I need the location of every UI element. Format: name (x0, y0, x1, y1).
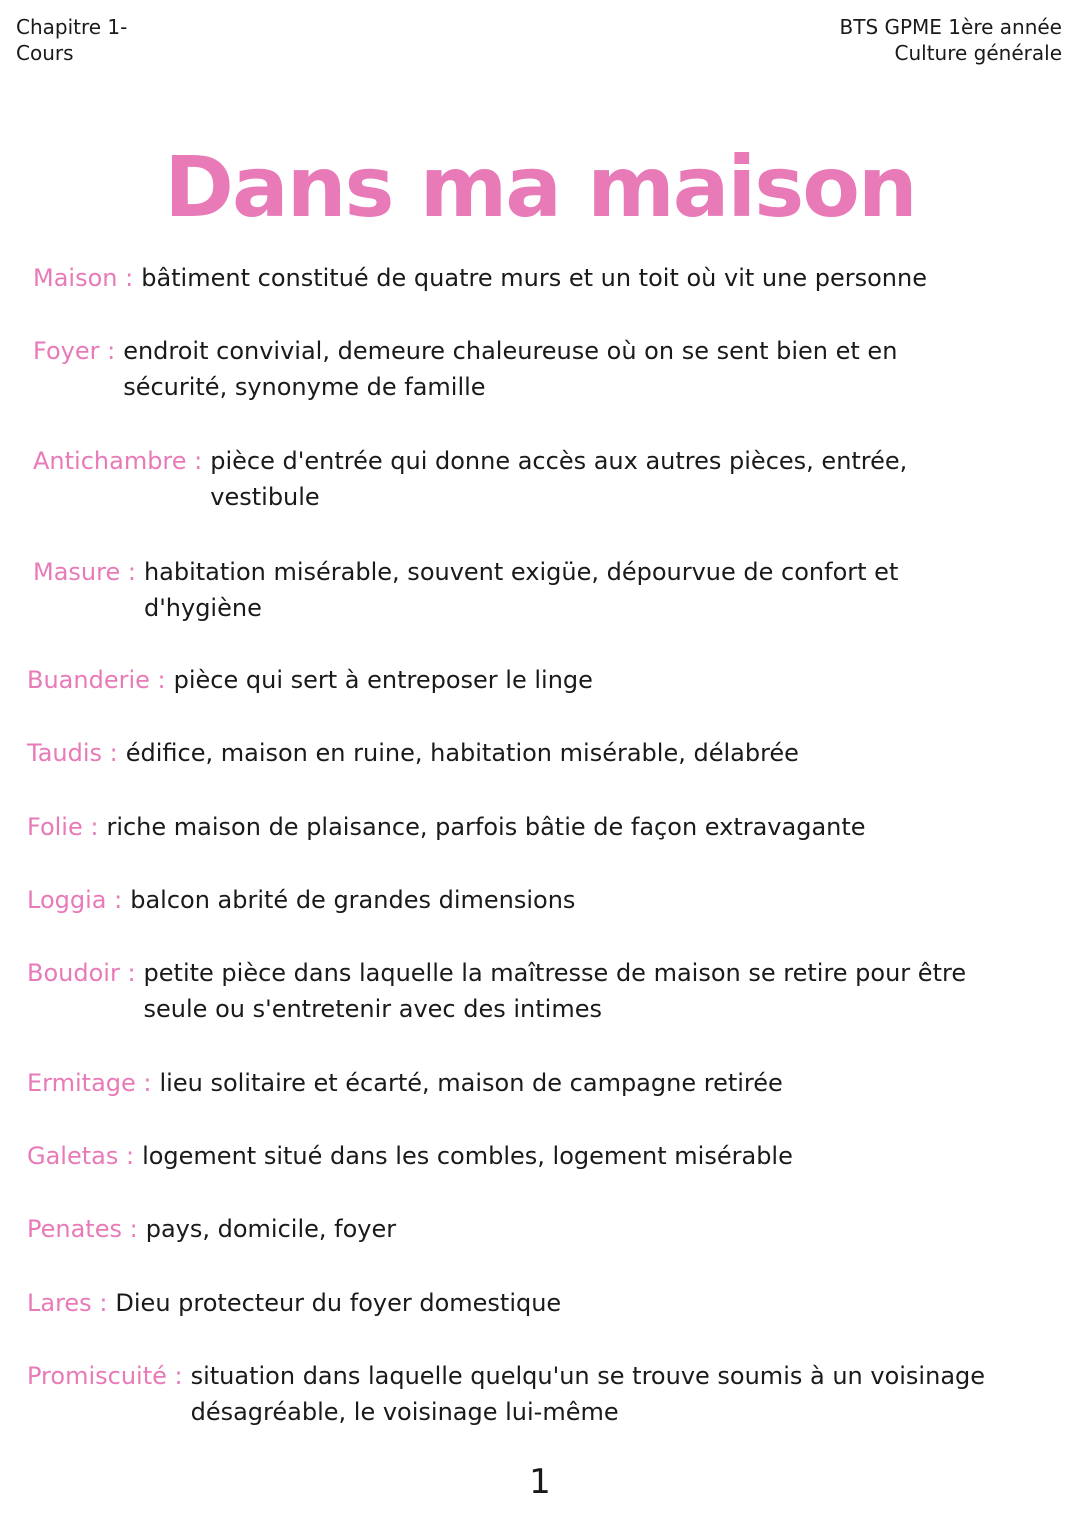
entry-term: Maison : (33, 264, 134, 292)
entry-term: Loggia : (27, 886, 123, 914)
entry-definition: balcon abrité de grandes dimensions (130, 886, 576, 914)
entry-buanderie (27, 662, 1037, 698)
entry-term: Taudis : (27, 739, 118, 767)
entry-term: Boudoir : (27, 959, 136, 987)
entry-penates (27, 1211, 1037, 1247)
entry-boudoir (27, 955, 1037, 1027)
entry-definition: pays, domicile, foyer (145, 1215, 397, 1243)
entry-definition: endroit convivial, demeure chaleureuse où on se sent bien et en sécurité, synonyme de famille (123, 337, 898, 401)
entry-definition: Dieu protecteur du foyer domestique (115, 1289, 562, 1317)
entry-term: Masure : (33, 558, 136, 586)
entry-masure (33, 554, 983, 626)
entry-definition: pièce d'entrée qui donne accès aux autres pièces, entrée, vestibule (210, 447, 908, 511)
entry-definition: pièce qui sert à entreposer le linge (173, 666, 593, 694)
entry-term: Antichambre : (33, 447, 203, 475)
entry-definition: habitation misérable, souvent exigüe, dépourvue de confort et d'hygiène (143, 558, 899, 622)
subject-label: Culture générale (894, 41, 1062, 65)
section-label: Cours (16, 41, 74, 65)
entry-maison (33, 260, 1043, 296)
entry-folie (27, 809, 1037, 845)
entry-taudis (27, 735, 1037, 771)
header-right (840, 14, 1063, 66)
entry-definition: lieu solitaire et écarté, maison de campagne retirée (159, 1069, 783, 1097)
entry-lares (27, 1285, 1037, 1321)
entry-antichambre (33, 443, 993, 515)
entry-term: Ermitage : (27, 1069, 152, 1097)
page-title: Dans ma maison (164, 138, 916, 236)
entry-term: Promiscuité : (27, 1362, 183, 1390)
page-number: 1 (529, 1462, 551, 1502)
header-left (16, 14, 127, 66)
entry-definition: petite pièce dans laquelle la maîtresse de maison se retire pour être seule ou s'entretenir avec des intimes (143, 959, 967, 1023)
entry-definition: logement situé dans les combles, logement misérable (142, 1142, 793, 1170)
entry-term: Buanderie : (27, 666, 166, 694)
course-label: BTS GPME 1ère année (839, 15, 1062, 39)
entry-term: Folie : (27, 813, 99, 841)
entry-foyer (33, 333, 973, 405)
entry-term: Galetas : (27, 1142, 135, 1170)
entry-definition: édifice, maison en ruine, habitation misérable, délabrée (125, 739, 799, 767)
entry-definition: bâtiment constitué de quatre murs et un toit où vit une personne (141, 264, 927, 292)
entry-loggia (27, 882, 1037, 918)
entry-term: Foyer : (33, 337, 116, 365)
entry-definition: riche maison de plaisance, parfois bâtie de façon extravagante (106, 813, 866, 841)
entry-term: Lares : (27, 1289, 108, 1317)
entry-galetas (27, 1138, 1037, 1174)
entry-definition: situation dans laquelle quelqu'un se trouve soumis à un voisinage désagréable, le voisinage lui-même (190, 1362, 986, 1426)
entry-term: Penates : (27, 1215, 138, 1243)
chapter-label: Chapitre 1- (16, 15, 128, 39)
entry-promiscuite (27, 1358, 1057, 1430)
entry-ermitage (27, 1065, 1037, 1101)
